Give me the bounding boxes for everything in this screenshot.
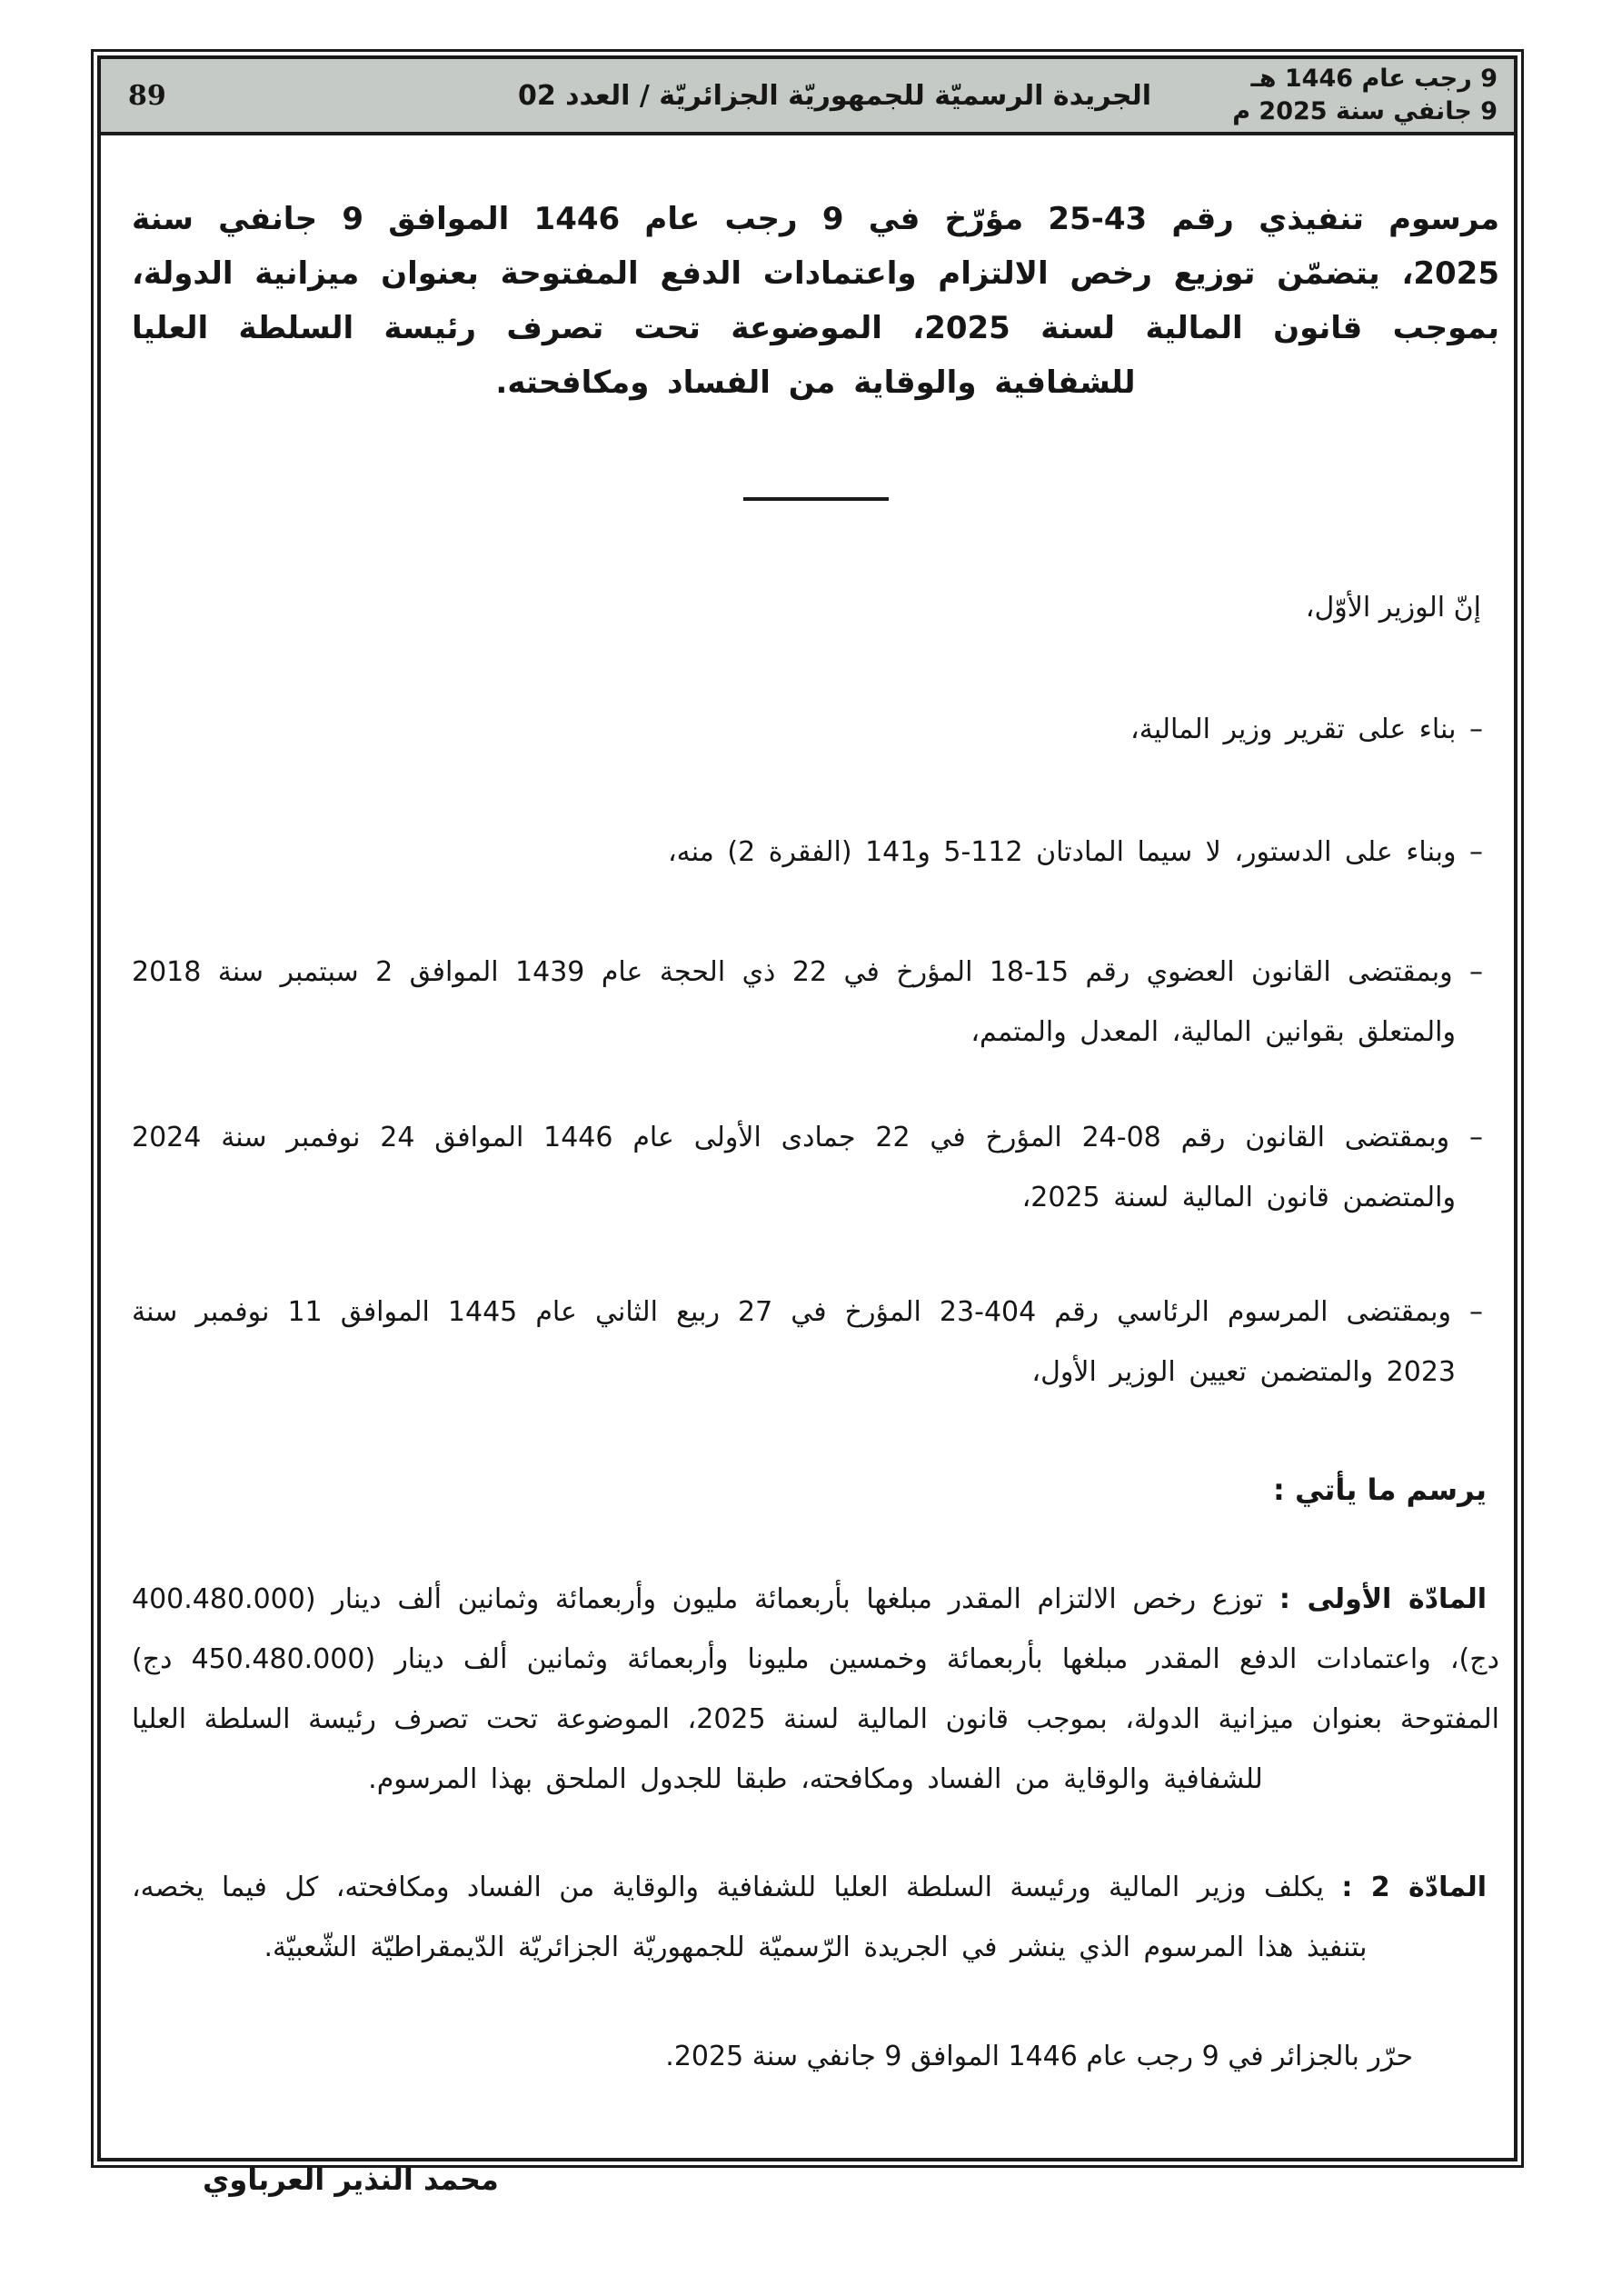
- preamble-intro: إنّ الوزير الأوّل،: [1305, 592, 1481, 624]
- hijri-date: 9 رجب عام 1446 هـ: [1250, 65, 1498, 93]
- consideration-item: – وبمقتضى القانون العضوي رقم 15-18 المؤرخ في 22 ذي الحجة عام 1439 الموافق 2 سبتمبر سنة 2018 والمتعلق بقوانين المالية، المعدل والمتمم،: [132, 956, 1484, 1048]
- page-number: 89: [128, 79, 166, 112]
- page-frame: [91, 49, 1524, 2197]
- signatory-name: محمد النذير العرباوي: [203, 2162, 499, 2197]
- decree-title: مرسوم تنفيذي رقم 43-25 مؤرّخ في 9 رجب عام 1446 الموافق 9 جانفي سنة 2025، يتضمّن توزيع رخص الالتزام واعتمادات الدفع المفتوحة بعنوان ميزانية الدولة، بموجب قانون المالية لسنة 2025، الموضوعة تحت تصرف رئيسة السلطة العليا للشفافية والوقاية من الفساد ومكافحته.: [132, 201, 1500, 401]
- enactment-heading: يرسم ما يأتي :: [1273, 1472, 1487, 1507]
- consideration-item: – وبمقتضى المرسوم الرئاسي رقم 404-23 المؤرخ في 27 ربيع الثاني عام 1445 الموافق 11 نوفمبر سنة 2023 والمتضمن تعيين الوزير الأول،: [132, 1296, 1483, 1388]
- consideration-item: – وبمقتضى القانون رقم 08-24 المؤرخ في 22 جمادى الأولى عام 1446 الموافق 24 نوفمبر سنة 2024 والمتضمن قانون المالية لسنة 2025،: [132, 1122, 1483, 1213]
- article-1-label: المادّة الأولى :: [1279, 1583, 1487, 1615]
- journal-title: الجريدة الرسميّة للجمهوريّة الجزائريّة / العدد 02: [517, 79, 1152, 112]
- page-frame-inner: [97, 55, 1518, 2197]
- article-2-text: يكلف وزير المالية ورئيسة السلطة العليا للشفافية والوقاية من الفساد ومكافحته، كل فيما يخصه، بتنفيذ هذا المرسوم الذي ينشر في الجريدة الرّسميّة للجمهوريّة الجزائريّة الدّيمقراطيّة الشّعبيّة.: [132, 1872, 1368, 1963]
- article-2: [132, 1858, 1499, 1978]
- gregorian-date: 9 جانفي سنة 2025 م: [1232, 97, 1498, 125]
- article-2-label: المادّة 2 :: [1341, 1872, 1487, 1903]
- consideration-item: – بناء على تقرير وزير المالية،: [1130, 714, 1483, 745]
- separator-rule: [743, 497, 889, 501]
- consideration-item: – وبناء على الدستور، لا سيما المادتان 112-5 و141 (الفقرة 2) منه،: [667, 836, 1483, 868]
- decree-body: [101, 135, 1514, 2210]
- issued-line: حرّر بالجزائر في 9 رجب عام 1446 الموافق 9 جانفي سنة 2025.: [665, 2041, 1413, 2072]
- header-dates: [1214, 63, 1514, 128]
- header-band: [101, 59, 1514, 135]
- article-1-text: توزع رخص الالتزام المقدر مبلغها بأربعمائة مليون وأربعمائة وثمانين ألف دينار (400.480.000 دج)، واعتمادات الدفع المقدر مبلغها بأربعمائة وخمسين مليونا وأربعمائة وثمانين ألف دينار (450.480.000 دج) المفتوحة بعنوان ميزانية الدولة، بموجب قانون المالية لسنة 2025، الموضوعة تحت تصرف رئيسة السلطة العليا للشفافية والوقاية من الفساد ومكافحته، طبقا للجدول الملحق بهذا المرسوم.: [132, 1583, 1499, 1795]
- article-1: [132, 1570, 1499, 1810]
